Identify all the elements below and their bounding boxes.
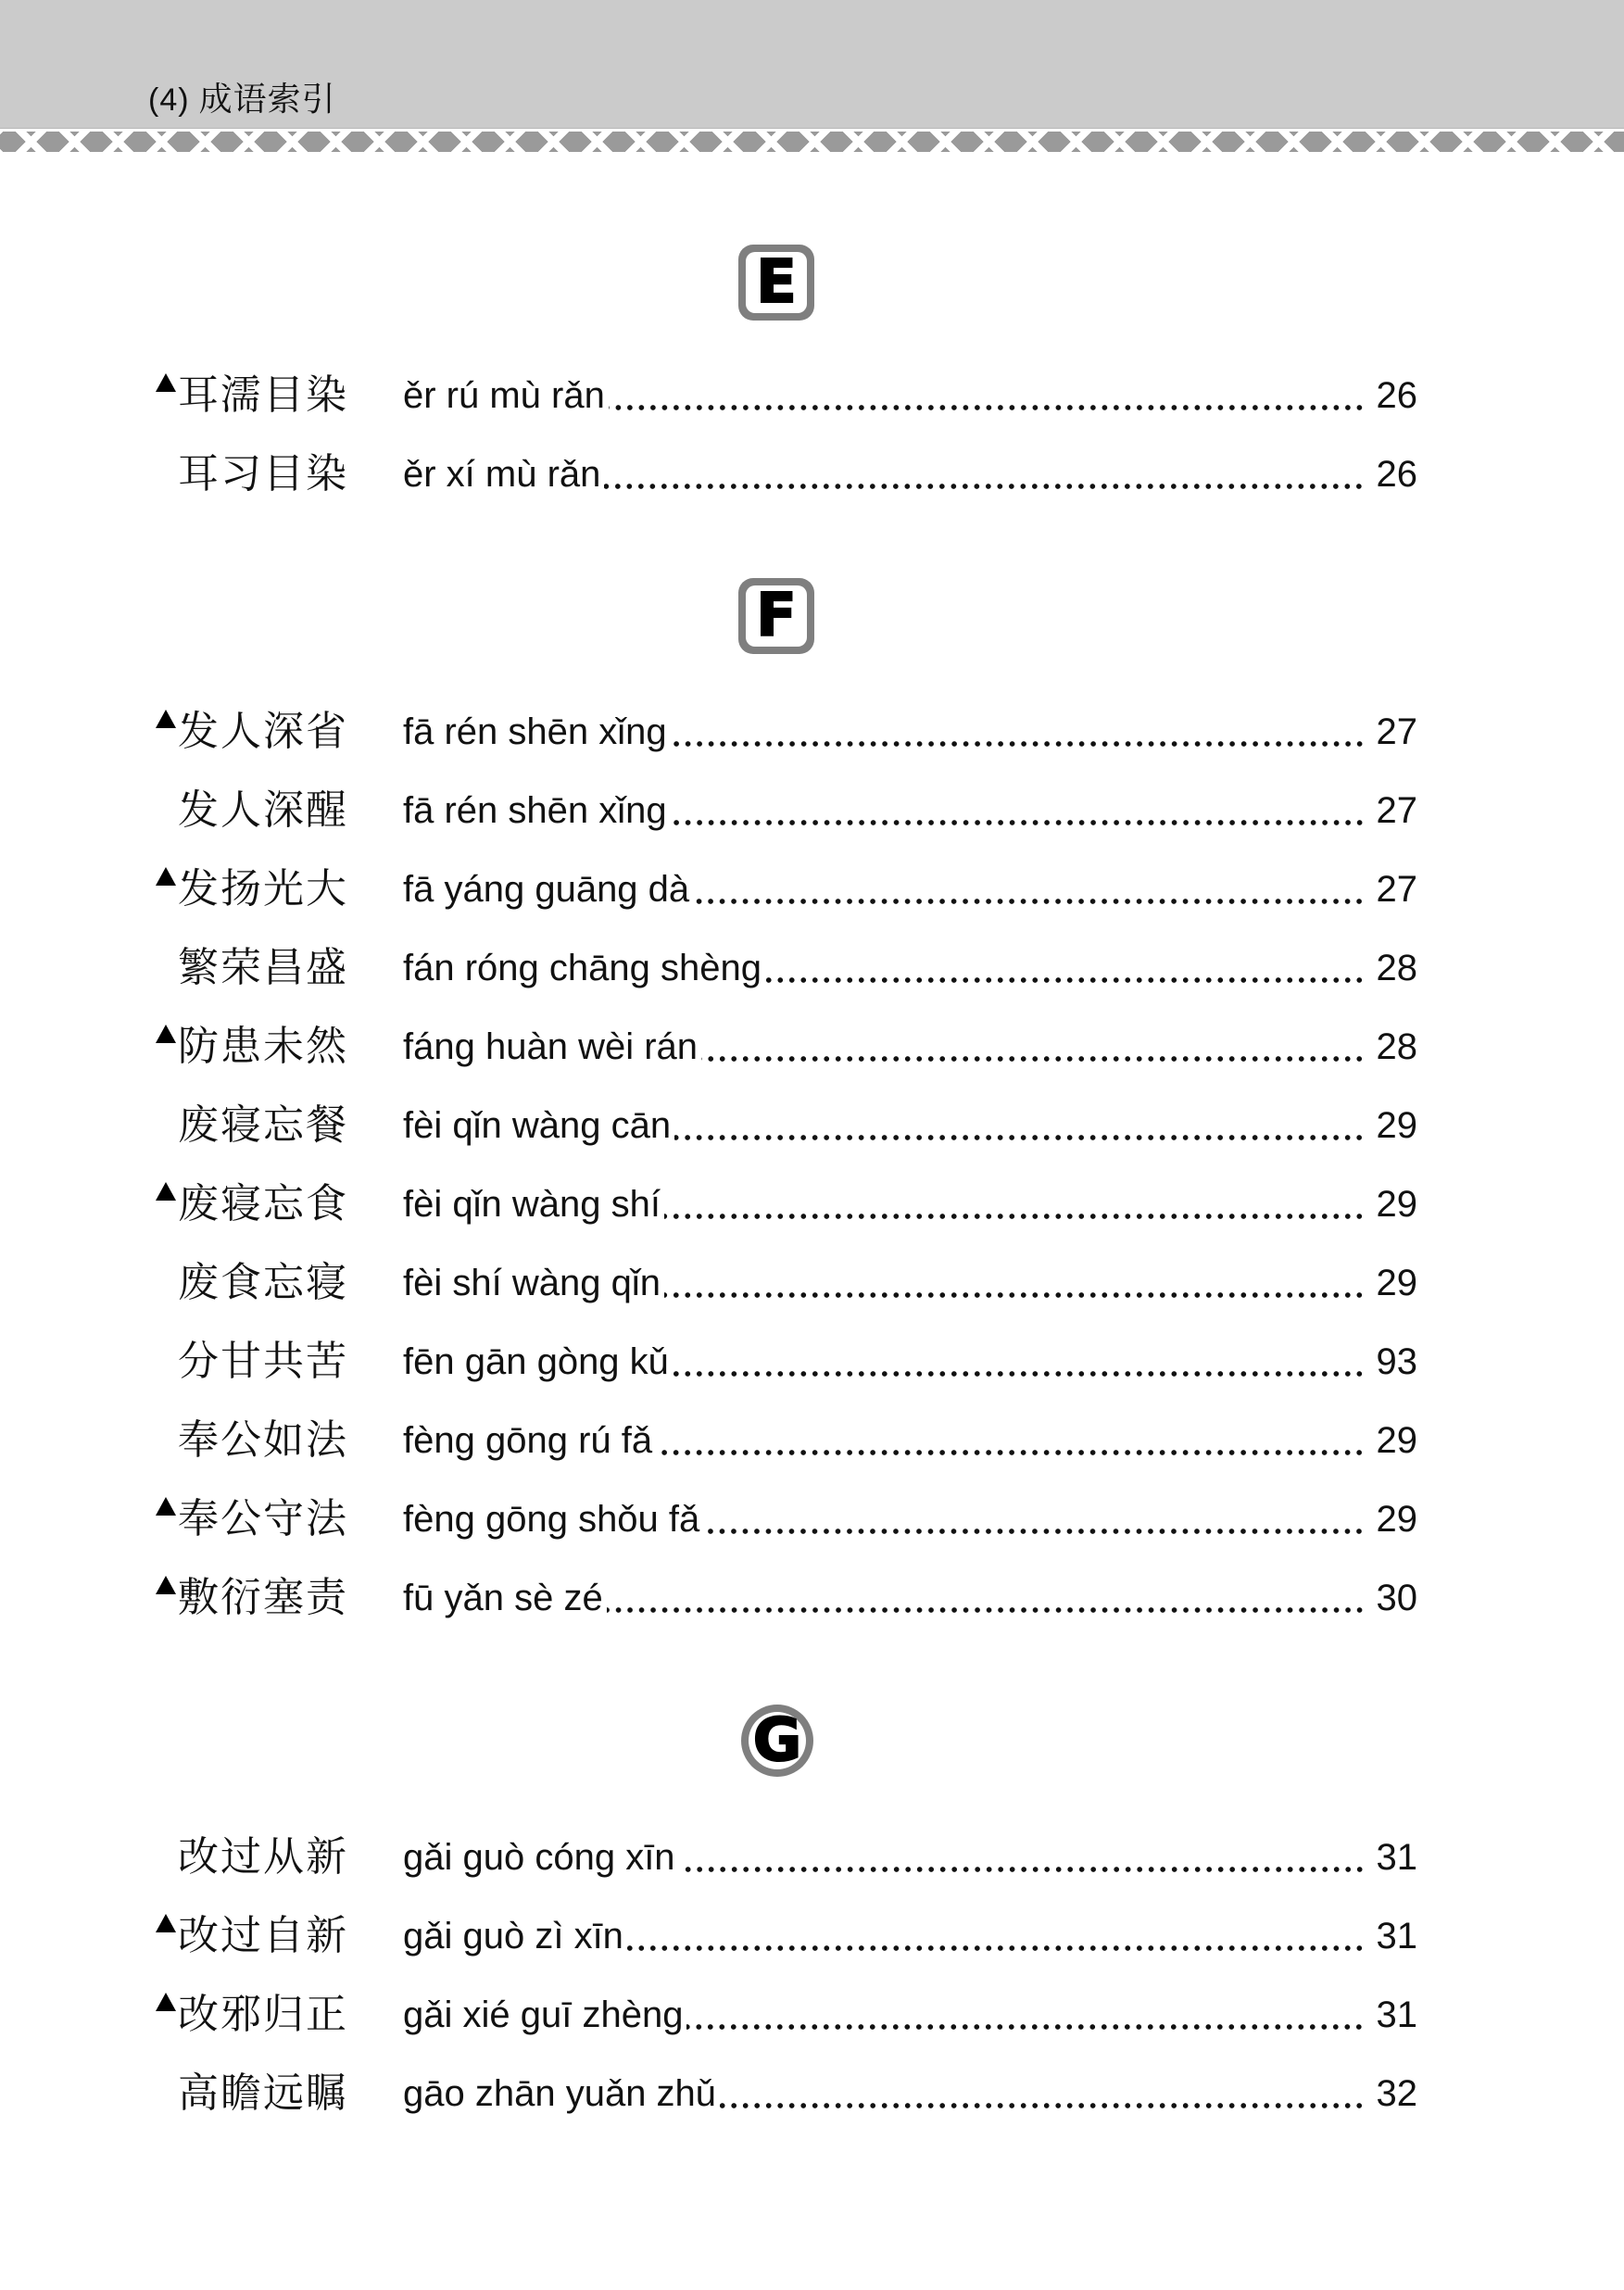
pinyin: fā yáng guāng dà bbox=[403, 869, 690, 910]
page-number: 31 bbox=[1376, 1916, 1417, 1957]
page-number: 32 bbox=[1376, 2073, 1417, 2114]
spacer bbox=[148, 940, 178, 996]
key-idiom-triangle-icon bbox=[148, 862, 178, 917]
dot-leader bbox=[671, 820, 1366, 825]
dot-leader bbox=[627, 1945, 1366, 1951]
idiom: 耳习目染 bbox=[178, 450, 348, 497]
idiom: 高瞻远瞩 bbox=[178, 2070, 348, 2117]
idiom: 发人深醒 bbox=[178, 786, 348, 834]
index-entry bbox=[148, 1255, 1417, 1311]
dot-leader bbox=[693, 899, 1365, 904]
index-entry bbox=[148, 1570, 1417, 1626]
dot-leader bbox=[671, 741, 1366, 747]
index-entry bbox=[148, 1830, 1417, 1885]
index-entry bbox=[148, 1908, 1417, 1964]
index-entry bbox=[148, 1176, 1417, 1232]
spacer bbox=[148, 2066, 178, 2121]
page-number: 93 bbox=[1376, 1341, 1417, 1382]
page-header bbox=[0, 0, 1624, 129]
key-idiom-triangle-icon bbox=[148, 704, 178, 760]
pinyin: fèng gōng shǒu fǎ bbox=[403, 1499, 700, 1540]
page-number: 27 bbox=[1376, 711, 1417, 752]
page-number: 28 bbox=[1376, 1026, 1417, 1067]
key-idiom-triangle-icon bbox=[148, 1908, 178, 1964]
dot-leader bbox=[679, 1867, 1366, 1872]
decorative-diamond-border bbox=[0, 132, 1624, 152]
pinyin: ěr rú mù rǎn bbox=[403, 375, 605, 416]
badge-letter: F bbox=[756, 582, 797, 650]
spacer bbox=[148, 1830, 178, 1885]
pinyin: gǎi xié guī zhèng bbox=[403, 1994, 684, 2035]
index-entry bbox=[148, 783, 1417, 838]
idiom: 敷衍塞责 bbox=[178, 1574, 348, 1621]
page-number: 27 bbox=[1376, 869, 1417, 910]
letter-badge-f bbox=[738, 578, 814, 654]
page-number: 30 bbox=[1376, 1578, 1417, 1618]
dot-leader bbox=[701, 1056, 1365, 1062]
pinyin: gǎi guò zì xīn bbox=[403, 1916, 623, 1957]
section-number: (4) bbox=[148, 82, 190, 118]
page-number: 29 bbox=[1376, 1184, 1417, 1225]
spacer bbox=[148, 1413, 178, 1468]
dot-leader bbox=[686, 2024, 1365, 2030]
page-number: 26 bbox=[1376, 454, 1417, 495]
index-entry bbox=[148, 1491, 1417, 1547]
idiom: 废寝忘餐 bbox=[178, 1101, 348, 1149]
pinyin: fèi shí wàng qǐn bbox=[403, 1263, 661, 1303]
key-idiom-triangle-icon bbox=[148, 1491, 178, 1547]
spacer bbox=[148, 447, 178, 502]
pinyin: fèi qǐn wàng shí bbox=[403, 1184, 661, 1225]
pinyin: fèng gōng rú fǎ bbox=[403, 1420, 653, 1461]
dot-leader bbox=[609, 405, 1366, 410]
dot-leader bbox=[656, 1450, 1365, 1455]
idiom: 改过从新 bbox=[178, 1833, 348, 1881]
pinyin: fū yǎn sè zé bbox=[403, 1578, 603, 1618]
pinyin: fā rén shēn xǐng bbox=[403, 711, 667, 752]
pinyin: gǎi guò cóng xīn bbox=[403, 1837, 675, 1878]
idiom: 奉公如法 bbox=[178, 1416, 348, 1464]
idiom: 繁荣昌盛 bbox=[178, 944, 348, 991]
idiom: 防患未然 bbox=[178, 1023, 348, 1070]
dot-leader bbox=[664, 1214, 1366, 1219]
pinyin: ěr xí mù rǎn bbox=[403, 454, 601, 495]
idiom: 耳濡目染 bbox=[178, 371, 348, 419]
page-number: 27 bbox=[1376, 790, 1417, 831]
pinyin: fā rén shēn xǐng bbox=[403, 790, 667, 831]
spacer bbox=[148, 1255, 178, 1311]
idiom: 发人深省 bbox=[178, 708, 348, 755]
index-entry bbox=[148, 447, 1417, 502]
pinyin: fèi qǐn wàng cān bbox=[403, 1105, 672, 1146]
letter-badge-e bbox=[738, 245, 814, 321]
idiom: 改邪归正 bbox=[178, 1991, 348, 2038]
page-number: 29 bbox=[1376, 1105, 1417, 1146]
letter-badge-g bbox=[741, 1705, 813, 1777]
dot-leader bbox=[720, 2103, 1365, 2108]
key-idiom-triangle-icon bbox=[148, 1570, 178, 1626]
index-entry bbox=[148, 940, 1417, 996]
dot-leader bbox=[674, 1135, 1365, 1140]
dot-leader bbox=[673, 1371, 1366, 1377]
index-entry bbox=[148, 862, 1417, 917]
key-idiom-triangle-icon bbox=[148, 1987, 178, 2043]
pinyin: fáng huàn wèi rán bbox=[403, 1026, 699, 1067]
index-entry bbox=[148, 1019, 1417, 1075]
index-entry bbox=[148, 1098, 1417, 1153]
pinyin: gāo zhān yuǎn zhǔ bbox=[403, 2073, 717, 2114]
dot-leader bbox=[607, 1607, 1366, 1613]
spacer bbox=[148, 1098, 178, 1153]
idiom: 分甘共苦 bbox=[178, 1338, 348, 1385]
spacer bbox=[148, 783, 178, 838]
pinyin: fēn gān gòng kǔ bbox=[403, 1341, 669, 1382]
badge-letter: G bbox=[752, 1706, 802, 1775]
index-entry bbox=[148, 1413, 1417, 1468]
dot-leader bbox=[703, 1529, 1365, 1534]
page-number: 29 bbox=[1376, 1499, 1417, 1540]
page-number: 31 bbox=[1376, 1994, 1417, 2035]
dot-leader bbox=[664, 1292, 1366, 1298]
page-number: 31 bbox=[1376, 1837, 1417, 1878]
key-idiom-triangle-icon bbox=[148, 1176, 178, 1232]
index-entry bbox=[148, 704, 1417, 760]
idiom: 废寝忘食 bbox=[178, 1180, 348, 1227]
index-entry bbox=[148, 2066, 1417, 2121]
section-title: 成语索引 bbox=[198, 81, 336, 119]
badge-letter: E bbox=[756, 248, 797, 317]
idiom: 发扬光大 bbox=[178, 865, 348, 912]
key-idiom-triangle-icon bbox=[148, 368, 178, 423]
pinyin: fán róng chāng shèng bbox=[403, 948, 762, 988]
spacer bbox=[148, 1334, 178, 1390]
idiom: 废食忘寝 bbox=[178, 1259, 348, 1306]
idiom: 改过自新 bbox=[178, 1912, 348, 1959]
page-number: 29 bbox=[1376, 1420, 1417, 1461]
dot-leader bbox=[604, 484, 1365, 489]
index-entry bbox=[148, 1987, 1417, 2043]
key-idiom-triangle-icon bbox=[148, 1019, 178, 1075]
index-entry bbox=[148, 1334, 1417, 1390]
page-number: 29 bbox=[1376, 1263, 1417, 1303]
page-number: 28 bbox=[1376, 948, 1417, 988]
section-heading bbox=[148, 80, 336, 120]
dot-leader bbox=[765, 977, 1366, 983]
page-number: 26 bbox=[1376, 375, 1417, 416]
idiom: 奉公守法 bbox=[178, 1495, 348, 1542]
index-entry bbox=[148, 368, 1417, 423]
